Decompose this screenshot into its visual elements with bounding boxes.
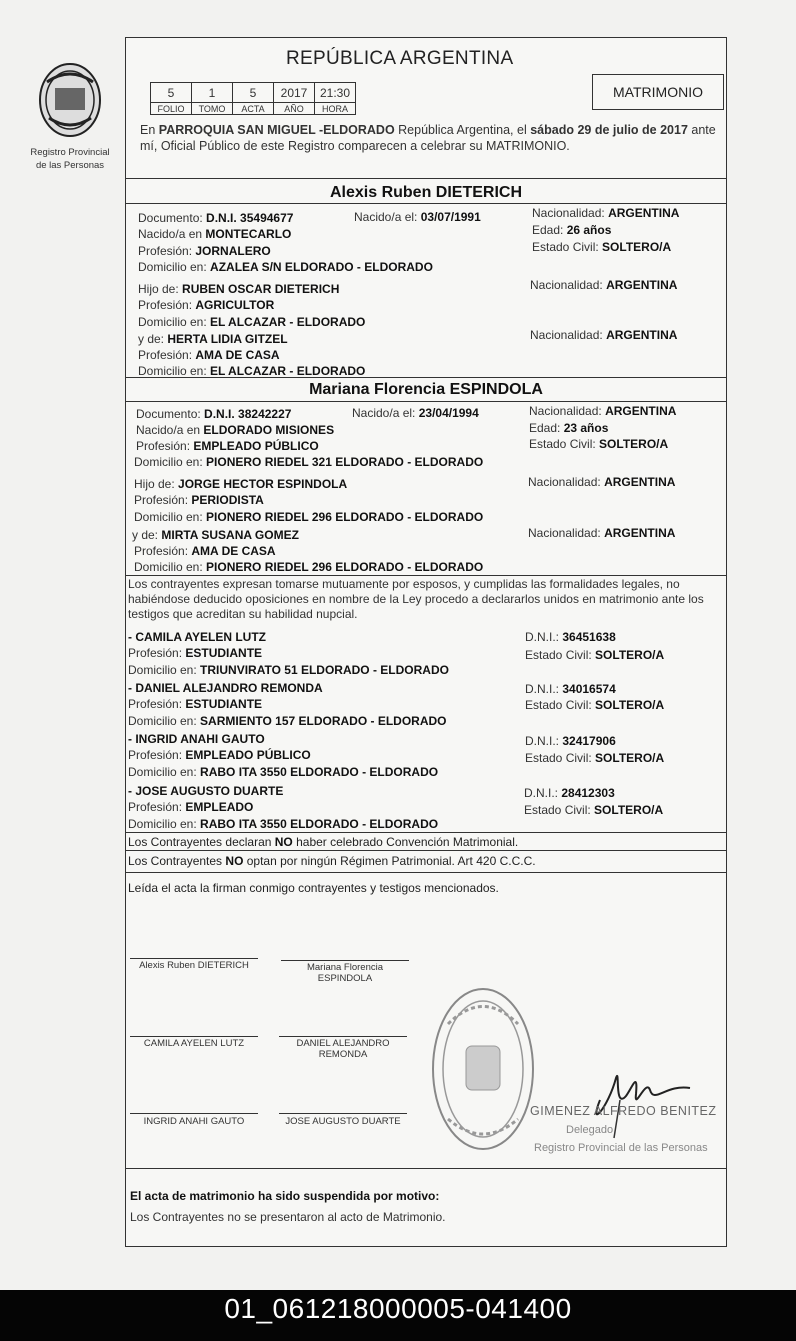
page-title: REPÚBLICA ARGENTINA [286, 48, 514, 69]
intro-paragraph: En PARROQUIA SAN MIGUEL -ELDORADO República Argentina, el sábado 29 de julio de 2017 ante mí, Oficial Público de este Registro comparecen a celebrar su MATRIMONIO. [140, 123, 716, 153]
witness-1-dni: D.N.I.: 36451638 [525, 630, 616, 644]
witness-1-profession: Profesión: ESTUDIANTE [128, 646, 263, 660]
signature-witness4: JOSE AUGUSTO DUARTE [285, 1116, 401, 1127]
official-stamp-office: Registro Provincial de las Personas [534, 1142, 708, 1154]
spouse2-age: Edad: 23 años [529, 421, 609, 435]
acta-value: 5 [233, 83, 274, 103]
spouse1-civil-status: Estado Civil: SOLTERO/A [532, 240, 672, 254]
witness-4-dni: D.N.I.: 28412303 [524, 786, 615, 800]
spouse1-age: Edad: 26 años [532, 223, 612, 237]
convention-statement: Los Contrayentes declaran NO haber celebrado Convención Matrimonial. [128, 835, 519, 849]
spouse1-mother-nationality: Nacionalidad: ARGENTINA [530, 328, 678, 342]
registry-name-line2: de las Personas [35, 160, 105, 171]
witness-2-dni: D.N.I.: 34016574 [525, 682, 616, 696]
registry-name-line1: Registro Provincial [30, 147, 110, 158]
spouse1-profession: Profesión: JORNALERO [138, 244, 271, 258]
spouse2-birth-date: Nacido/a el: 23/04/1994 [352, 406, 479, 420]
witness-3-dni: D.N.I.: 32417906 [525, 734, 616, 748]
witness-2-civil-status: Estado Civil: SOLTERO/A [525, 698, 665, 712]
hour-label: HORA [315, 103, 356, 115]
witness-4-profession: Profesión: EMPLEADO [128, 800, 254, 814]
spouse2-father-profession: Profesión: PERIODISTA [134, 493, 264, 507]
spouse2-address: Domicilio en: PIONERO RIEDEL 321 ELDORADO - ELDORADO [134, 455, 484, 469]
ceremony-place: PARROQUIA SAN MIGUEL -ELDORADO [158, 123, 395, 137]
suspension-reason: Los Contrayentes no se presentaron al acto de Matrimonio. [130, 1210, 446, 1224]
signature-witness3: INGRID ANAHI GAUTO [143, 1116, 245, 1127]
suspension-heading: El acta de matrimonio ha sido suspendida por motivo: [130, 1189, 440, 1203]
declaration-paragraph: Los contrayentes expresan tomarse mutuamente por esposos, y cumplidas las formalidades legales, no habiéndose deducido oposiciones en nombre de la Ley procedo a declararlos unidos en matrimonio ante los testigos que acreditan su habilidad nupcial. [128, 577, 704, 621]
spouse1-name: Alexis Ruben DIETERICH [329, 184, 523, 201]
signature-witness2: DANIEL ALEJANDRO REMONDA [296, 1038, 390, 1060]
witness-3-profession: Profesión: EMPLEADO PÚBLICO [128, 748, 311, 762]
witness-4-civil-status: Estado Civil: SOLTERO/A [524, 803, 664, 817]
official-stamp-role: Delegado [566, 1124, 614, 1136]
spouse2-birth-place: Nacido/a en ELDORADO MISIONES [136, 423, 335, 437]
tomo-label: TOMO [192, 103, 233, 115]
spouse2-father: Hijo de: JORGE HECTOR ESPINDOLA [134, 477, 348, 491]
document-type-box: MATRIMONIO [592, 74, 724, 110]
witness-3-civil-status: Estado Civil: SOLTERO/A [525, 751, 665, 765]
spouse2-father-address: Domicilio en: PIONERO RIEDEL 296 ELDORADO - ELDORADO [134, 510, 484, 524]
hour-value: 21:30 [315, 83, 356, 103]
spouse1-father-address: Domicilio en: EL ALCAZAR - ELDORADO [138, 315, 366, 329]
spouse2-mother-nationality: Nacionalidad: ARGENTINA [528, 526, 676, 540]
tomo-value: 1 [192, 83, 233, 103]
signature-spouse1: Alexis Ruben DIETERICH [139, 960, 249, 971]
spouse2-mother-address: Domicilio en: PIONERO RIEDEL 296 ELDORADO - ELDORADO [134, 560, 484, 574]
spouse1-birth-place: Nacido/a en MONTECARLO [138, 227, 292, 241]
witness-1-civil-status: Estado Civil: SOLTERO/A [525, 648, 665, 662]
ceremony-date: sábado 29 de julio de 2017 [530, 123, 688, 137]
signature-spouse2: Mariana Florencia ESPINDOLA [306, 962, 384, 984]
record-meta-table [150, 82, 356, 115]
folio-label: FOLIO [151, 103, 192, 115]
spouse2-civil-status: Estado Civil: SOLTERO/A [529, 437, 669, 451]
spouse2-document: Documento: D.N.I. 38242227 [136, 407, 292, 421]
year-label: AÑO [274, 103, 315, 115]
spouse2-name: Mariana Florencia ESPINDOLA [309, 381, 543, 398]
witness-3-name: - INGRID ANAHI GAUTO [128, 732, 265, 746]
witness-3-address: Domicilio en: RABO ITA 3550 ELDORADO - ELDORADO [128, 765, 439, 779]
witness-2-profession: Profesión: ESTUDIANTE [128, 697, 263, 711]
spouse1-mother-profession: Profesión: AMA DE CASA [138, 348, 280, 362]
spouse2-mother-profession: Profesión: AMA DE CASA [134, 544, 276, 558]
spouse1-nationality: Nacionalidad: ARGENTINA [532, 206, 680, 220]
spouse1-father-nationality: Nacionalidad: ARGENTINA [530, 278, 678, 292]
official-seal-icon [428, 984, 538, 1154]
spouse1-father-profession: Profesión: AGRICULTOR [138, 298, 275, 312]
barcode-text: 01_061218000005-041400 [224, 1293, 572, 1324]
signature-witness1: CAMILA AYELEN LUTZ [143, 1038, 245, 1049]
spouse1-birth-date: Nacido/a el: 03/07/1991 [354, 210, 481, 224]
witness-2-address: Domicilio en: SARMIENTO 157 ELDORADO - ELDORADO [128, 714, 447, 728]
spouse2-nationality: Nacionalidad: ARGENTINA [529, 404, 677, 418]
folio-value: 5 [151, 83, 192, 103]
witness-1-address: Domicilio en: TRIUNVIRATO 51 ELDORADO - ELDORADO [128, 663, 449, 677]
spouse2-mother: y de: MIRTA SUSANA GOMEZ [132, 528, 299, 542]
spouse1-father: Hijo de: RUBEN OSCAR DIETERICH [138, 282, 340, 296]
spouse1-document: Documento: D.N.I. 35494677 [138, 211, 294, 225]
witness-4-address: Domicilio en: RABO ITA 3550 ELDORADO - ELDORADO [128, 817, 439, 831]
witness-1-name: - CAMILA AYELEN LUTZ [128, 630, 266, 644]
spouse1-address: Domicilio en: AZALEA S/N ELDORADO - ELDORADO [138, 260, 433, 274]
spouse1-mother-address: Domicilio en: EL ALCAZAR - ELDORADO [138, 364, 366, 378]
spouse2-profession: Profesión: EMPLEADO PÚBLICO [136, 439, 319, 453]
official-stamp-name: GIMENEZ ALFREDO BENITEZ [530, 1104, 717, 1118]
reading-statement: Leída el acta la firman conmigo contrayentes y testigos mencionados. [128, 881, 499, 895]
year-value: 2017 [274, 83, 315, 103]
witness-2-name: - DANIEL ALEJANDRO REMONDA [128, 681, 323, 695]
witness-4-name: - JOSE AUGUSTO DUARTE [128, 784, 284, 798]
spouse2-father-nationality: Nacionalidad: ARGENTINA [528, 475, 676, 489]
regime-statement: Los Contrayentes NO optan por ningún Régimen Patrimonial. Art 420 C.C.C. [128, 854, 536, 868]
spouse1-mother: y de: HERTA LIDIA GITZEL [138, 332, 288, 346]
acta-label: ACTA [233, 103, 274, 115]
province-shield-icon [35, 60, 105, 140]
registry-logo-block [22, 60, 118, 171]
